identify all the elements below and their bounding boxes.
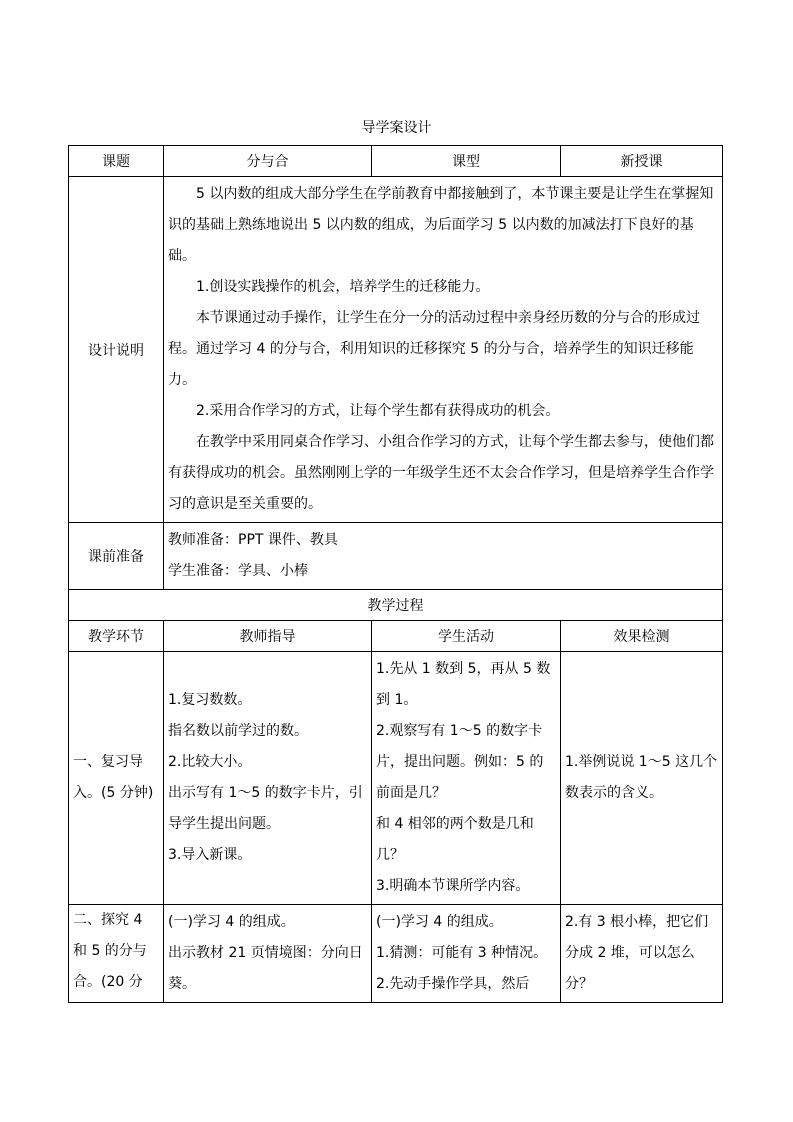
document-title: 导学案设计: [361, 120, 432, 136]
teacher-line: 2.比较大小。: [168, 754, 252, 770]
stage-text: 一、复习导入。(5 分钟): [73, 754, 154, 801]
design-paragraph: 1.创设实践操作的机会，培养学生的迁移能力。: [196, 279, 490, 295]
design-row: [69, 177, 723, 523]
student-cell: [372, 905, 561, 1003]
column-header: 教师指导: [164, 621, 372, 652]
check-line: 2.有 3 根小棒，把它们分成 2 堆，可以怎么分？: [565, 914, 709, 992]
student-line: 2.先动手操作学具，然后: [376, 976, 530, 992]
prep-row: [69, 523, 723, 590]
column-header: 效果检测: [561, 621, 723, 652]
student-line: 3.明确本节课所学内容。: [376, 878, 530, 894]
table-row: [69, 652, 723, 905]
student-line: 2.观察写有 1～5 的数字卡片，提出问题。例如：5 的前面是几？: [376, 723, 544, 801]
process-title-row: [69, 590, 723, 621]
student-line: 1.先从 1 数到 5，再从 5 数到 1。: [376, 661, 551, 708]
check-cell: [561, 652, 723, 905]
check-line: 1.举例说说 1～5 这几个数表示的含义。: [565, 754, 718, 801]
lesson-plan-table: [68, 145, 723, 1003]
topic-value: 分与合: [164, 146, 372, 177]
teacher-line: 出示写有 1～5 的数字卡片，引导学生提出问题。: [168, 785, 363, 832]
teacher-line: (一)学习 4 的组成。: [168, 914, 295, 930]
teacher-line: 出示教材 21 页情境图：分向日葵。: [168, 945, 363, 992]
check-cell: [561, 905, 723, 1003]
student-cell: [372, 652, 561, 905]
topic-label: 课题: [69, 146, 164, 177]
stage-text: 二、探究 4 和 5 的分与合。(20 分: [73, 912, 147, 990]
teacher-line: 指名数以前学过的数。: [168, 723, 308, 739]
design-content: [164, 177, 723, 523]
teacher-cell: [164, 652, 372, 905]
prep-label: 课前准备: [69, 523, 164, 590]
stage-cell: [69, 652, 164, 905]
design-label: 设计说明: [69, 177, 164, 523]
prep-line: 学生准备：学具、小棒: [168, 563, 308, 579]
prep-line: 教师准备：PPT 课件、教具: [168, 532, 338, 548]
table-row: [69, 905, 723, 1003]
student-line: 1.猜测：可能有 3 种情况。: [376, 945, 548, 961]
type-label: 课型: [372, 146, 561, 177]
design-paragraph: 在教学中采用同桌合作学习、小组合作学习的方式，让每个学生都去参与，使他们都有获得成功的机会。虽然刚刚上学的一年级学生还不太会合作学习，但是培养学生合作学习的意识是至关重要的。: [168, 434, 714, 512]
stage-cell: [69, 905, 164, 1003]
process-title: 教学过程: [69, 590, 723, 621]
design-paragraph: 2.采用合作学习的方式，让每个学生都有获得成功的机会。: [196, 403, 560, 419]
student-line: (一)学习 4 的组成。: [376, 914, 503, 930]
column-header: 学生活动: [372, 621, 561, 652]
student-line: 和 4 相邻的两个数是几和几？: [376, 816, 534, 863]
prep-content: [164, 523, 723, 590]
column-header-row: [69, 621, 723, 652]
design-paragraph: 本节课通过动手操作，让学生在分一分的活动过程中亲身经历数的分与合的形成过程。通过学习 4 的分与合，利用知识的迁移探究 5 的分与合，培养学生的知识迁移能力。: [168, 310, 700, 388]
teacher-cell: [164, 905, 372, 1003]
type-value: 新授课: [561, 146, 723, 177]
design-paragraph: 5 以内数的组成大部分学生在学前教育中都接触到了，本节课主要是让学生在掌握知识的基础上熟练地说出 5 以内数的组成，为后面学习 5 以内数的加减法打下良好的基础。: [168, 186, 714, 264]
teacher-line: 3.导入新课。: [168, 847, 252, 863]
teacher-line: 1.复习数数。: [168, 692, 252, 708]
header-row: [69, 146, 723, 177]
column-header: 教学环节: [69, 621, 164, 652]
